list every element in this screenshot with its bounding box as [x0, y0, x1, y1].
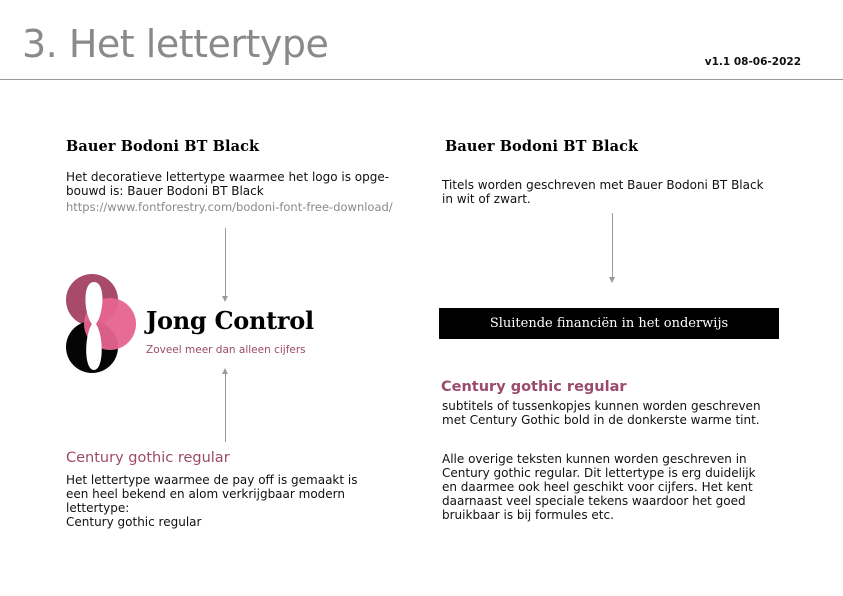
body-line-4: daarnaast veel speciale tekens waardoor het goed — [442, 494, 746, 508]
decorative-font-line-2: bouwd is: Bauer Bodoni BT Black — [66, 184, 264, 198]
title-line-1: Titels worden geschreven met Bauer Bodoni BT Black — [442, 178, 764, 192]
body-text-description — [442, 452, 802, 522]
arrow-down-icon — [222, 296, 228, 302]
logo-circles-icon — [64, 274, 140, 374]
logo-name: Jong Control — [146, 306, 314, 335]
version-label: v1.1 08-06-2022 — [704, 56, 801, 68]
arrow-to-logo-line — [225, 228, 226, 296]
title-font-description — [442, 178, 802, 206]
decorative-font-description — [66, 170, 426, 198]
arrow-to-banner-line — [612, 213, 613, 277]
banner-text: Sluitende financiën in het onderwijs — [489, 316, 729, 331]
gothic-line-2: een heel bekend en alom verkrijgbaar modern — [66, 487, 345, 501]
arrow-down-icon — [609, 277, 615, 283]
arrow-to-tagline-line — [225, 374, 226, 442]
title-line-2: in wit of zwart. — [442, 192, 531, 206]
subtitle-description — [442, 399, 802, 427]
gothic-line-3: lettertype: — [66, 501, 130, 515]
subtitle-line-2: met Century Gothic bold in de donkerste warme tint. — [442, 413, 760, 427]
logo-mark — [64, 274, 140, 378]
body-line-1: Alle overige teksten kunnen worden geschreven in — [442, 452, 747, 466]
body-line-2: Century gothic regular. Dit lettertype is erg duidelijk — [442, 466, 756, 480]
subtitle-line-1: subtitels of tussenkopjes kunnen worden geschreven — [442, 399, 761, 413]
title-font-heading: Bauer Bodoni BT Black — [445, 138, 639, 155]
header-divider — [0, 79, 843, 80]
page-title: 3. Het lettertype — [22, 22, 329, 66]
body-line-5: bruikbaar is bij formules etc. — [442, 508, 614, 522]
title-example-banner — [439, 308, 779, 339]
decorative-font-heading: Bauer Bodoni BT Black — [66, 138, 260, 155]
gothic-font-heading: Century gothic regular — [66, 450, 230, 466]
subtitle-font-heading: Century gothic regular — [441, 379, 627, 395]
gothic-font-description — [66, 473, 406, 529]
gothic-line-4: Century gothic regular — [66, 515, 202, 529]
decorative-font-line-1: Het decoratieve lettertype waarmee het logo is opge- — [66, 170, 390, 184]
gothic-line-1: Het lettertype waarmee de pay off is gemaakt is — [66, 473, 358, 487]
logo-tagline: Zoveel meer dan alleen cijfers — [146, 344, 306, 356]
font-download-link[interactable]: https://www.fontforestry.com/bodoni-font-free-download/ — [66, 200, 393, 214]
body-line-3: en daarmee ook heel geschikt voor cijfers. Het kent — [442, 480, 753, 494]
